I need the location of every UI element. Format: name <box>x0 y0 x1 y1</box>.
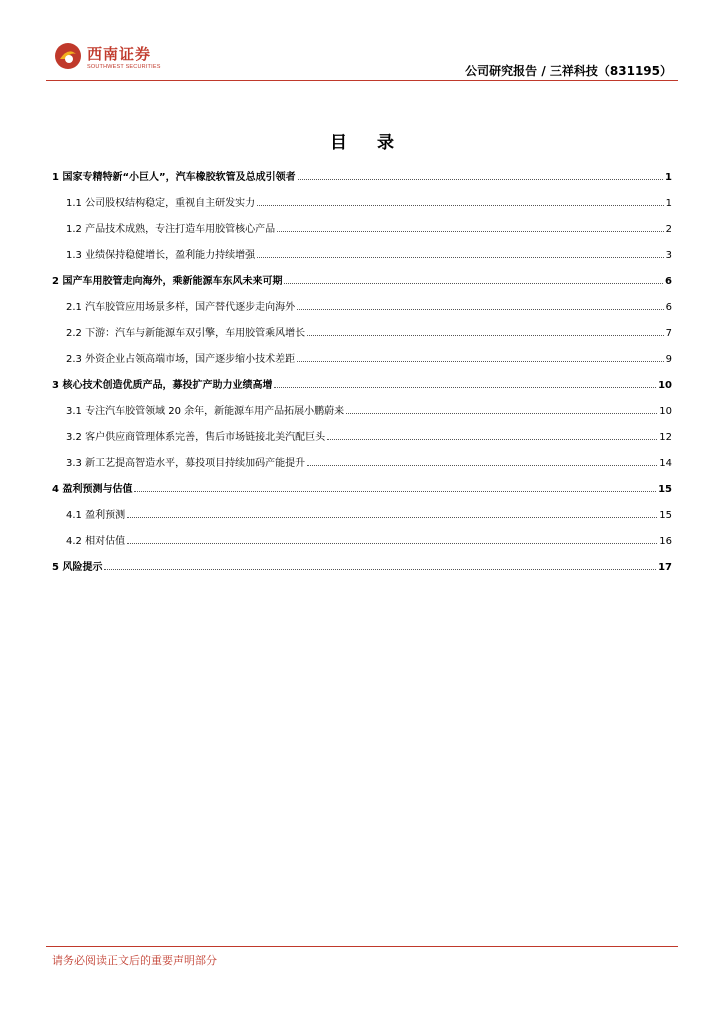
toc-page-number: 9 <box>665 354 672 365</box>
toc-entry-title: 3 核心技术创造优质产品，募投扩产助力业绩高增 <box>52 380 273 391</box>
toc-page-number: 10 <box>658 380 672 391</box>
logo-subtitle: SOUTHWEST SECURITIES <box>87 64 161 70</box>
toc-entry-title: 4.1 盈利预测 <box>66 510 126 521</box>
toc-dot-leader <box>127 517 657 518</box>
toc-entry-title: 4.2 相对估值 <box>66 536 126 547</box>
logo-name: 西南证券 <box>87 45 152 63</box>
toc-entry-title: 2.2 下游：汽车与新能源车双引擎，车用胶管乘风增长 <box>66 328 306 339</box>
toc-entry-title: 1.2 产品技术成熟，专注打造车用胶管核心产品 <box>66 224 276 235</box>
toc-entry[interactable] <box>52 194 672 220</box>
toc-page-number: 6 <box>665 302 672 313</box>
disclaimer-note: 请务必阅读正文后的重要声明部分 <box>52 954 217 967</box>
toc-dot-leader <box>257 205 664 206</box>
toc-entry[interactable] <box>52 454 672 480</box>
toc-dot-leader <box>284 283 663 284</box>
toc-dot-leader <box>134 491 656 492</box>
toc-page-number: 2 <box>665 224 672 235</box>
toc-entry[interactable] <box>52 532 672 558</box>
toc-entry[interactable] <box>52 272 672 298</box>
toc-page-number: 15 <box>658 484 672 495</box>
toc-entry-title: 3.3 新工艺提高智造水平，募投项目持续加码产能提升 <box>66 458 306 469</box>
toc-entry[interactable] <box>52 298 672 324</box>
toc-page-number: 1 <box>665 198 672 209</box>
table-of-contents <box>52 168 672 584</box>
toc-dot-leader <box>298 179 663 180</box>
toc-entry[interactable] <box>52 506 672 532</box>
toc-dot-leader <box>104 569 656 570</box>
toc-dot-leader <box>307 335 664 336</box>
toc-entry-title: 5 风险提示 <box>52 562 103 573</box>
toc-page-number: 10 <box>659 406 672 417</box>
toc-dot-leader <box>297 361 664 362</box>
toc-page-number: 3 <box>665 250 672 261</box>
toc-page-number: 16 <box>659 536 672 547</box>
toc-dot-leader <box>346 413 657 414</box>
toc-entry-title: 2.3 外资企业占领高端市场，国产逐步缩小技术差距 <box>66 354 296 365</box>
toc-entry-title: 1.1 公司股权结构稳定，重视自主研发实力 <box>66 198 256 209</box>
toc-entry[interactable] <box>52 376 672 402</box>
report-header-title: 公司研究报告 / 三祥科技（831195） <box>465 64 672 78</box>
toc-dot-leader <box>127 543 657 544</box>
toc-entry-title: 1.3 业绩保持稳健增长，盈利能力持续增强 <box>66 250 256 261</box>
toc-entry[interactable] <box>52 324 672 350</box>
toc-dot-leader <box>277 231 664 232</box>
toc-entry[interactable] <box>52 168 672 194</box>
toc-heading: 目 录 <box>330 133 406 153</box>
company-logo <box>54 40 194 76</box>
toc-entry[interactable] <box>52 220 672 246</box>
toc-entry-title: 3.2 客户供应商管理体系完善，售后市场链接北美汽配巨头 <box>66 432 326 443</box>
toc-dot-leader <box>257 257 664 258</box>
toc-entry-title: 2 国产车用胶管走向海外，乘新能源车东风未来可期 <box>52 276 283 287</box>
toc-page-number: 6 <box>665 276 672 287</box>
header-divider <box>46 80 678 81</box>
toc-page-number: 17 <box>658 562 672 573</box>
toc-page-number: 15 <box>659 510 672 521</box>
toc-page-number: 12 <box>659 432 672 443</box>
toc-dot-leader <box>327 439 657 440</box>
toc-dot-leader <box>297 309 664 310</box>
toc-entry[interactable] <box>52 350 672 376</box>
toc-page-number: 1 <box>665 172 672 183</box>
toc-entry[interactable] <box>52 246 672 272</box>
toc-entry[interactable] <box>52 402 672 428</box>
toc-page-number: 7 <box>665 328 672 339</box>
toc-entry[interactable] <box>52 428 672 454</box>
toc-entry-title: 1 国家专精特新“小巨人”，汽车橡胶软管及总成引领者 <box>52 172 296 183</box>
footer-divider <box>46 946 678 947</box>
toc-dot-leader <box>307 465 657 466</box>
toc-entry[interactable] <box>52 480 672 506</box>
toc-page-number: 14 <box>659 458 672 469</box>
toc-entry-title: 2.1 汽车胶管应用场景多样，国产替代逐步走向海外 <box>66 302 296 313</box>
toc-dot-leader <box>274 387 656 388</box>
logo-mark-icon <box>54 42 82 70</box>
toc-entry[interactable] <box>52 558 672 584</box>
toc-entry-title: 4 盈利预测与估值 <box>52 484 133 495</box>
toc-entry-title: 3.1 专注汽车胶管领域 20 余年，新能源车用产品拓展小鹏蔚来 <box>66 406 345 417</box>
